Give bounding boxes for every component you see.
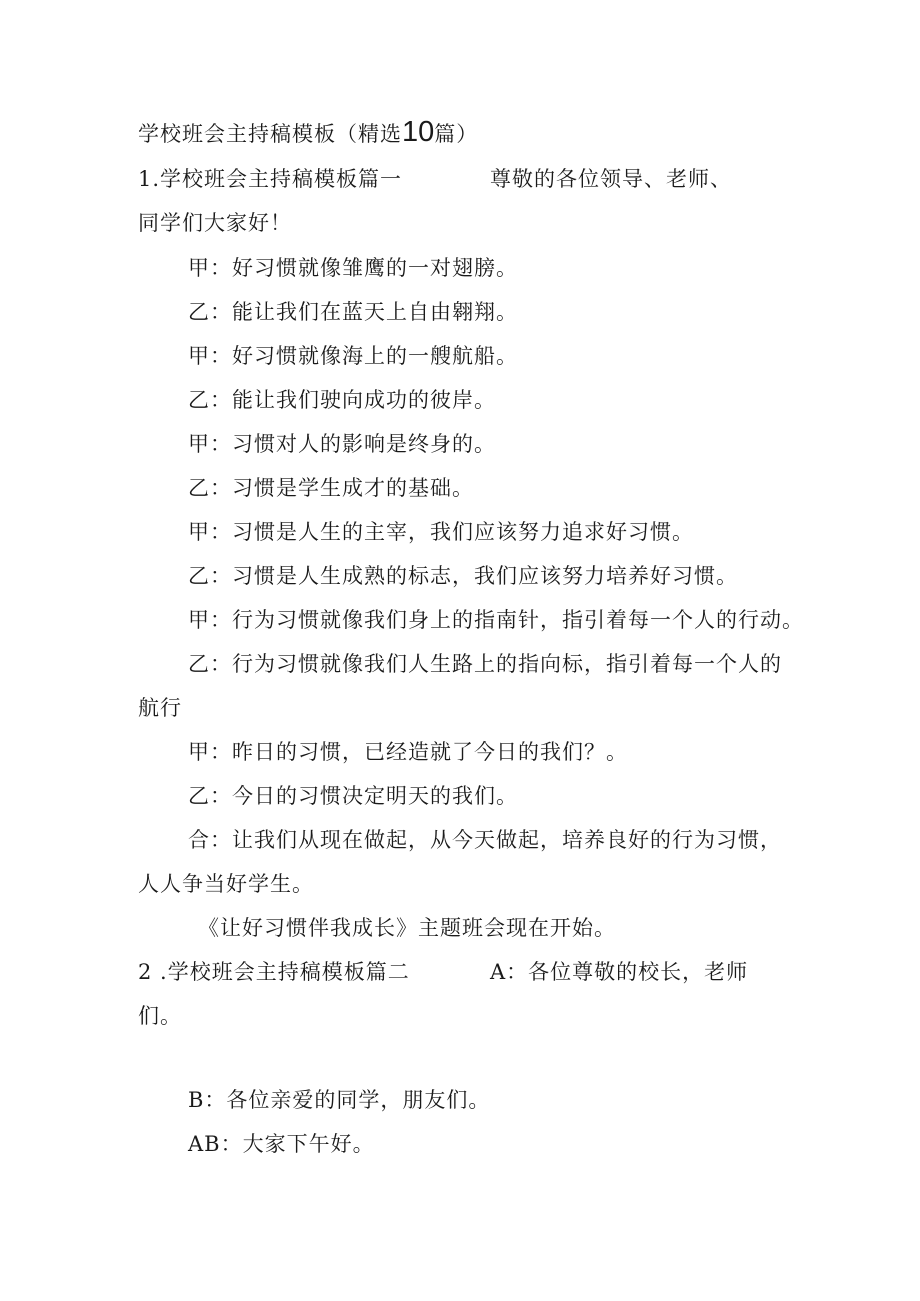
title-number: 10: [402, 116, 435, 148]
dialogue-line-continued: 航行: [138, 696, 182, 720]
dialogue-line: AB：大家下午好。: [188, 1132, 375, 1156]
dialogue-line: 乙：行为习惯就像我们人生路上的指向标，指引着每一个人的: [188, 652, 782, 676]
dialogue-line: B：各位亲爱的同学，朋友们。: [188, 1088, 491, 1112]
section2-greeting-a: A：各位尊敬的校长，老师: [490, 960, 749, 984]
section1-greeting-b: 同学们大家好！: [138, 211, 292, 235]
dialogue-line-continued: 人人争当好学生。: [138, 872, 314, 896]
title-prefix: 学校班会主持稿模板（精选: [138, 122, 402, 146]
dialogue-line: 甲：好习惯就像海上的一艘航船。: [188, 344, 518, 368]
dialogue-line: 乙：习惯是人生成熟的标志，我们应该努力培养好习惯。: [188, 564, 738, 588]
dialogue-line: 甲：好习惯就像雏鹰的一对翅膀。: [188, 256, 518, 280]
dialogue-line: 乙：今日的习惯决定明天的我们。: [188, 784, 518, 808]
title-suffix: 篇）: [434, 122, 479, 146]
dialogue-line: 甲：习惯对人的影响是终身的。: [188, 432, 496, 456]
dialogue-line: 甲：习惯是人生的主宰，我们应该努力追求好习惯。: [188, 520, 694, 544]
document-title: [138, 118, 478, 148]
section1-greeting-a: 尊敬的各位领导、老师、: [490, 167, 732, 191]
dialogue-line: 甲：昨日的习惯，已经造就了今日的我们？。: [188, 740, 628, 764]
dialogue-line: 乙：能让我们驶向成功的彼岸。: [188, 388, 496, 412]
section2-greeting-b: 们。: [138, 1004, 182, 1028]
dialogue-line: 合：让我们从现在做起，从今天做起，培养良好的行为习惯，: [188, 828, 782, 852]
dialogue-line: 甲：行为习惯就像我们身上的指南针，指引着每一个人的行动。: [188, 608, 804, 632]
dialogue-line: 乙：能让我们在蓝天上自由翱翔。: [188, 300, 518, 324]
dialogue-line: 乙：习惯是学生成才的基础。: [188, 476, 474, 500]
opening-announcement: 《让好习惯伴我成长》主题班会现在开始。: [198, 916, 616, 940]
section1-heading: 1.学校班会主持稿模板篇一: [138, 167, 403, 191]
section2-heading: 2 .学校班会主持稿模板篇二: [138, 960, 410, 984]
